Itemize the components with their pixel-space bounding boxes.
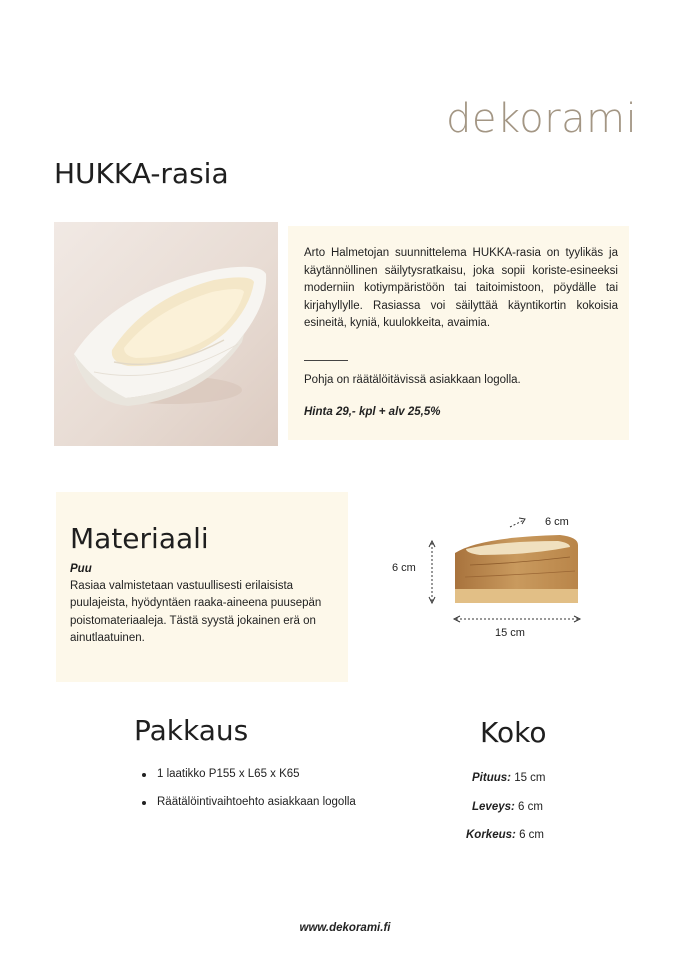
size-label: Korkeus: bbox=[466, 829, 516, 841]
description-text: Arto Halmetojan suunnittelema HUKKA-rasia on tyylikäs ja käytännöllinen säilytysratkaisu, joka sopii koriste-esineeksi moderniin kotiympäristöön tai taitoimistoon, pöydälle tai kirjahyllylle. Rasiassa voi säilyttää käyntikortin kokoisia esineitä, kyniä, kuulokkeita, avaimia. bbox=[304, 247, 618, 330]
height-label: 6 cm bbox=[392, 562, 416, 574]
depth-label: 6 cm bbox=[545, 516, 569, 528]
length-label: 15 cm bbox=[495, 627, 525, 639]
divider bbox=[304, 360, 348, 361]
size-row-height bbox=[466, 829, 544, 841]
customization-note: Pohja on räätälöitävissä asiakkaan logolla. bbox=[304, 374, 521, 386]
material-text: Rasiaa valmistetaan vastuullisesti erilaisista puulajeista, hyödyntäen raaka-aineena puusepän poistomateriaaleja. Tästä syystä jokainen erä on ainutlaatuinen. bbox=[70, 580, 322, 644]
page-title: HUKKA-rasia bbox=[54, 157, 229, 190]
price: Hinta 29,- kpl + alv 25,5% bbox=[304, 406, 441, 418]
brand-logo: dekorami bbox=[446, 96, 638, 142]
size-row-length bbox=[472, 772, 546, 784]
list-item: Räätälöintivaihtoehto asiakkaan logolla bbox=[140, 796, 356, 824]
packaging-list bbox=[140, 768, 356, 824]
size-value: 6 cm bbox=[519, 829, 544, 841]
material-heading: Materiaali bbox=[70, 522, 209, 555]
size-value: 6 cm bbox=[518, 801, 543, 813]
size-label: Pituus: bbox=[472, 772, 511, 784]
size-row-width bbox=[472, 801, 543, 813]
list-item: 1 laatikko P155 x L65 x K65 bbox=[140, 768, 356, 796]
size-heading: Koko bbox=[480, 716, 547, 749]
size-label: Leveys: bbox=[472, 801, 515, 813]
material-subtitle: Puu bbox=[70, 563, 92, 575]
packaging-heading: Pakkaus bbox=[134, 714, 249, 747]
size-value: 15 cm bbox=[514, 772, 546, 784]
footer-website[interactable]: www.dekorami.fi bbox=[299, 922, 391, 934]
white-box-illustration bbox=[54, 222, 278, 446]
product-photo bbox=[54, 222, 278, 446]
